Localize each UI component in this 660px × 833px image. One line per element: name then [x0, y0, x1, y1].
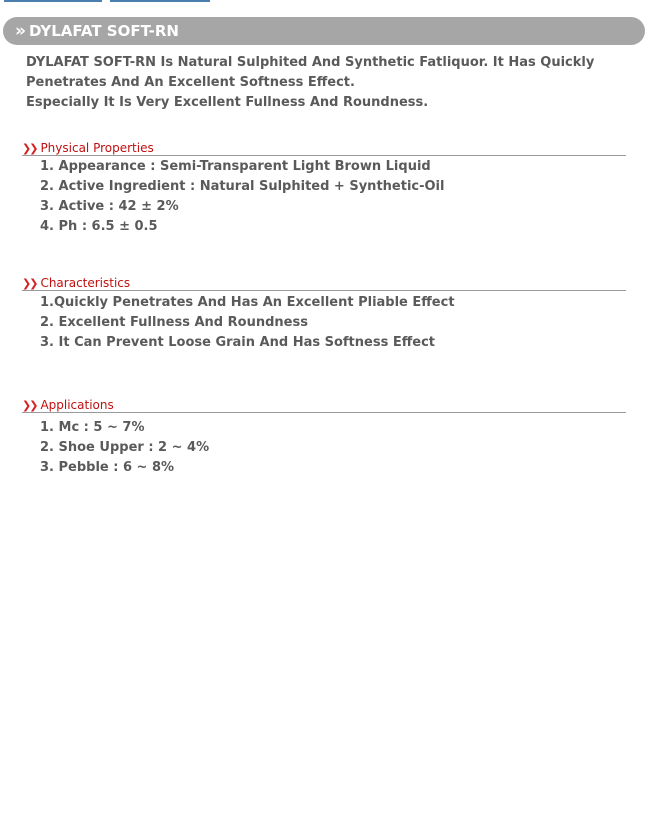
section-header-applications [22, 394, 626, 413]
characteristics-list [40, 293, 455, 353]
product-description [26, 53, 646, 113]
list-item: 2. Active Ingredient : Natural Sulphited + Synthetic-Oil [40, 179, 445, 194]
section-title: Physical Properties [40, 141, 154, 155]
applications-list [40, 418, 209, 478]
top-tab-right[interactable] [110, 0, 210, 2]
section-title: Characteristics [40, 276, 131, 290]
product-title-banner [3, 17, 645, 45]
list-item: 1. Appearance : Semi-Transparent Light Brown Liquid [40, 159, 431, 174]
section-header-physical-properties [22, 137, 626, 156]
description-line-1: DYLAFAT SOFT-RN Is Natural Sulphited And Synthetic Fatliquor. It Has Quickly Penetrates And An Excellent Softness Effect. [26, 55, 595, 90]
list-item: 1. Mc : 5 ~ 7% [40, 420, 145, 435]
list-item: 2. Excellent Fullness And Roundness [40, 315, 308, 330]
double-chevron-right-icon: » [15, 21, 26, 41]
list-item: 3. Pebble : 6 ~ 8% [40, 460, 175, 475]
double-chevron-right-icon: ❯❯ [22, 277, 37, 290]
list-item: 2. Shoe Upper : 2 ~ 4% [40, 440, 210, 455]
top-tab-left[interactable] [4, 0, 102, 2]
section-title: Applications [40, 398, 114, 412]
product-title: DYLAFAT SOFT-RN [28, 22, 179, 40]
list-item: 1.Quickly Penetrates And Has An Excellent Pliable Effect [40, 295, 455, 310]
description-line-2: Especially It Is Very Excellent Fullness And Roundness. [26, 95, 429, 110]
list-item: 3. Active : 42 ± 2% [40, 199, 179, 214]
double-chevron-right-icon: ❯❯ [22, 142, 37, 155]
section-header-characteristics [22, 272, 626, 291]
physical-properties-list [40, 157, 444, 237]
list-item: 3. It Can Prevent Loose Grain And Has Softness Effect [40, 335, 435, 350]
list-item: 4. Ph : 6.5 ± 0.5 [40, 219, 158, 234]
double-chevron-right-icon: ❯❯ [22, 399, 37, 412]
